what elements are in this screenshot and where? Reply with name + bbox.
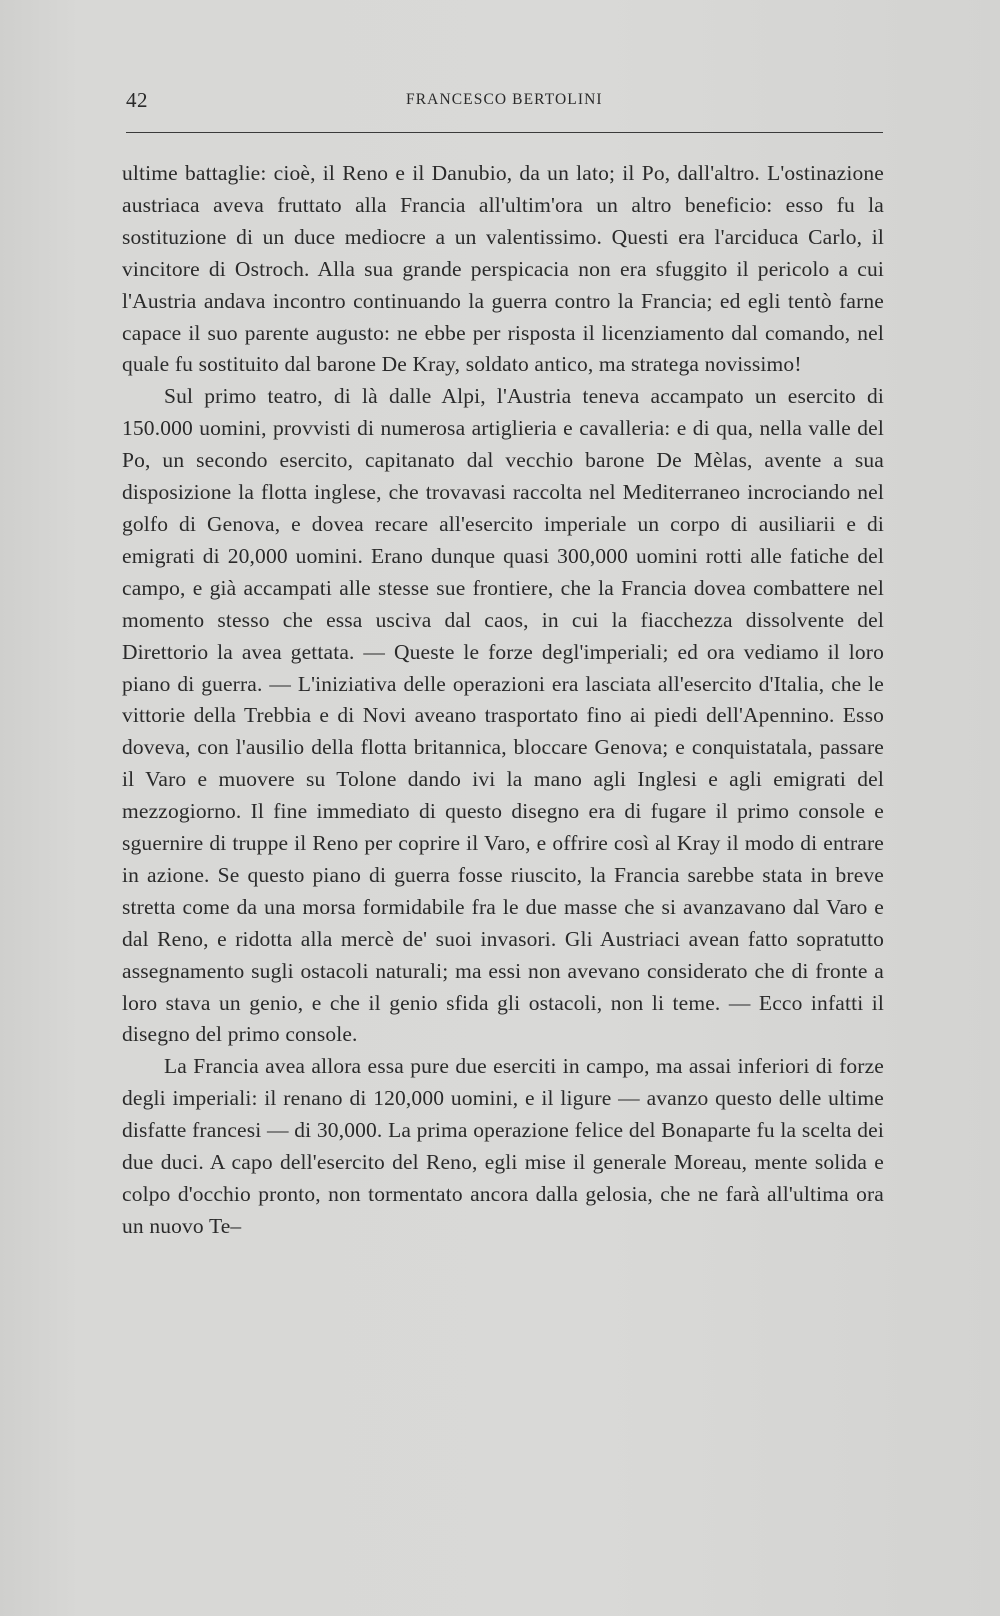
paragraph-3: La Francia avea allora essa pure due eserciti in campo, ma assai inferiori di forze degli imperiali: il renano di 120,000 uomini, e il ligure — avanzo questo delle ultime disfatte francesi — di 30,000. La prima operazione felice del Bonaparte fu la scelta dei due duci. A capo dell'esercito del Reno, egli mise il generale Moreau, mente solida e colpo d'occhio pronto, non tormentato ancora dalla gelosia, che ne farà all'ultima ora un nuovo Te– — [122, 1054, 884, 1238]
paragraph-1: ultime battaglie: cioè, il Reno e il Danubio, da un lato; il Po, dall'altro. L'ostinazione austriaca aveva fruttato alla Francia all'ultim'ora un altro beneficio: esso fu la sostituzione di un duce mediocre a un valentissimo. Questi era l'arciduca Carlo, il vincitore di Ostroch. Alla sua grande perspicacia non era sfuggito il pericolo a cui l'Austria andava incontro continuando la guerra contro la Francia; ed egli tentò farne capace il suo parente augusto: ne ebbe per risposta il licenziamento dal comando, nel quale fu sostituito dal barone De Kray, soldato antico, ma stratega novissimo! — [122, 161, 884, 377]
header-rule — [126, 132, 883, 133]
running-head: FRANCESCO BERTOLINI — [406, 91, 603, 108]
paragraph-2: Sul primo teatro, di là dalle Alpi, l'Austria teneva accampato un esercito di 150.000 uomini, provvisti di numerosa artiglieria e cavalleria: e di qua, nella valle del Po, un secondo esercito, capitanato dal vecchio barone De Mèlas, avente a sua disposizione la flotta inglese, che trovavasi raccolta nel Mediterraneo incrociando nel golfo di Genova, e dovea recare all'esercito imperiale un corpo di ausiliarii e di emigrati di 20,000 uomini. Erano dunque quasi 300,000 uomini rotti alle fatiche del campo, e già accampati alle stesse sue frontiere, che la Francia dovea combattere nel momento stesso che essa usciva dal caos, in cui la fiacchezza dissolvente del Direttorio la avea gettata. — Queste le forze degl'imperiali; ed ora vediamo il loro piano di guerra. — L'iniziativa delle operazioni era lasciata all'esercito d'Italia, che le vittorie della Trebbia e di Novi aveano trasportato fino ai piedi dell'Apennino. Esso doveva, con l'ausilio della flotta britannica, bloccare Genova; e conquistatala, passare il Varo e muovere su Tolone dando ivi la mano agli Inglesi e agli emigrati del mezzogiorno. Il fine immediato di questo disegno era di fugare il primo console e sguernire di truppe il Reno per coprire il Varo, e offrire così al Kray il modo di entrare in azione. Se questo piano di guerra fosse riuscito, la Francia sarebbe stata in breve stretta come da una morsa formidabile fra le due masse che si avanzavano dal Varo e dal Reno, e ridotta alla mercè de' suoi invasori. Gli Austriaci avean fatto sopratutto assegnamento sugli ostacoli naturali; ma essi non avevano considerato che di fronte a loro stava un genio, e che il genio sfida gli ostacoli, non li teme. — Ecco infatti il disegno del primo console. — [122, 384, 884, 1047]
page-number: 42 — [126, 88, 148, 112]
body-text — [122, 158, 884, 1243]
page-header — [126, 88, 883, 116]
